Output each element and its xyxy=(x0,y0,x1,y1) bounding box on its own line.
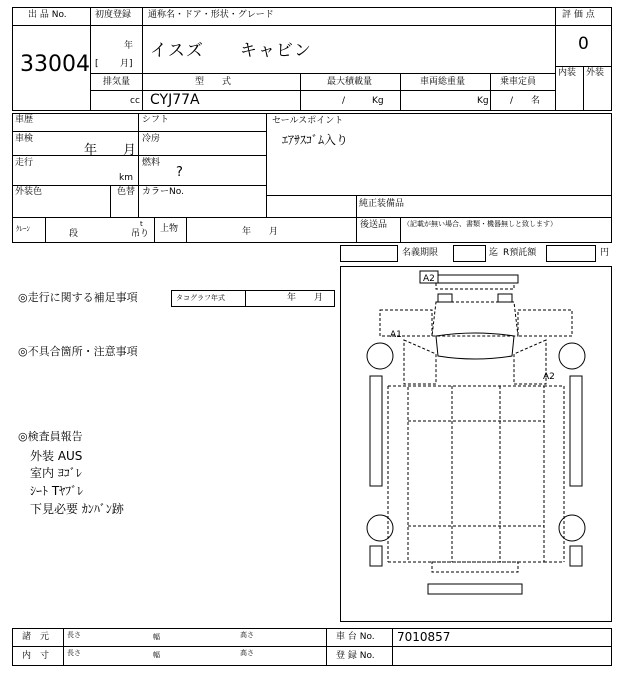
dim-width-label: 幅 xyxy=(153,651,160,659)
shift-label: シフト xyxy=(142,115,170,125)
later-send-label: 後送品 xyxy=(360,220,388,230)
gross-weight-unit: Kg xyxy=(477,96,489,106)
driving-notes-label: ◎走行に関する補足事項 xyxy=(18,291,138,304)
name-limit-mid: 迄 xyxy=(489,248,499,258)
lot-no: 33004 xyxy=(20,52,90,77)
dim-length-label: 長さ xyxy=(67,649,81,657)
max-load-unit: / Kg xyxy=(342,96,384,106)
dim-height-label: 高さ xyxy=(240,649,254,657)
name-limit-box-1 xyxy=(340,245,398,262)
installed-unit: 年 月 xyxy=(242,227,279,237)
r-fee-label: R預託額 xyxy=(503,248,537,258)
tachograph-unit: 年 月 xyxy=(287,293,324,303)
displacement-label: 排気量 xyxy=(103,77,131,87)
spec-height-label: 高さ xyxy=(240,631,254,639)
chassis-label: 車 台 No. xyxy=(336,632,375,642)
max-load-label: 最大積載量 xyxy=(327,77,373,87)
crane-label: ｸﾚｰﾝ xyxy=(16,225,30,233)
spec-label: 諸 元 xyxy=(22,632,50,642)
inspector-line-3: ｼｰﾄ Tﾔﾌﾞﾚ xyxy=(30,484,84,498)
chassis-no: 7010857 xyxy=(397,630,451,644)
exterior-label: 外装 xyxy=(586,68,605,78)
inspector-line-4: 下見必要 ｶﾝﾊﾞﾝ跡 xyxy=(30,502,124,516)
ac-label: 冷房 xyxy=(142,134,161,144)
r-fee-box xyxy=(546,245,596,262)
score-label: 評 価 点 xyxy=(562,10,595,20)
footer-grid xyxy=(12,628,612,666)
vehicle-damage-diagram xyxy=(340,266,612,622)
genuine-equip-label: 純正装備品 xyxy=(359,199,405,209)
inspector-line-2: 室内 ﾖｺﾞﾚ xyxy=(30,466,82,480)
gross-weight-label: 車両総重量 xyxy=(420,77,466,87)
month-bracket: [ xyxy=(95,59,99,69)
tachograph-label: タコグラフ年式 xyxy=(176,294,225,302)
installed-label: 上物 xyxy=(160,224,179,234)
name-limit-box-2 xyxy=(453,245,486,262)
damage-mark-front: A2 xyxy=(423,274,435,284)
history-label: 車歴 xyxy=(15,115,34,125)
dim-label: 内 寸 xyxy=(22,651,50,661)
inspector-label: ◎検査員報告 xyxy=(18,430,83,443)
first-reg-label: 初度登録 xyxy=(95,10,132,20)
car-name: イスズ キャビン xyxy=(150,41,312,61)
color-code-label: カラーNo. xyxy=(142,187,184,197)
inspection-label: 車検 xyxy=(15,134,34,144)
spec-length-label: 長さ xyxy=(67,631,81,639)
yen-unit: 円 xyxy=(600,248,610,258)
name-limit-label: 名義期限 xyxy=(402,248,439,258)
year-unit: 年 xyxy=(124,41,134,51)
hang-unit: 吊り xyxy=(131,229,150,239)
mileage-label: 走行 xyxy=(15,158,34,168)
ton-unit: t xyxy=(140,220,143,228)
damage-mark-right: A2 xyxy=(543,372,555,382)
inspector-line-1: 外装 AUS xyxy=(30,449,83,463)
sales-point-label: セールスポイント xyxy=(272,116,344,126)
defects-label: ◎不具合箇所・注意事項 xyxy=(18,345,138,358)
name-label: 通称名・ドア・形状・グレード xyxy=(148,10,274,20)
spec-width-label: 幅 xyxy=(153,633,160,641)
stage-unit: 段 xyxy=(69,229,79,239)
model-label: 型 式 xyxy=(195,77,232,87)
later-send-note: （記載が無い場合、書類・機器無しと致します） xyxy=(403,220,557,228)
score-value: 0 xyxy=(578,34,589,54)
exterior-color-label: 外装色 xyxy=(15,187,43,197)
inspection-unit: 年 月 xyxy=(84,143,137,158)
sales-point-text: ｴｱｻｽｺﾞﾑ入り xyxy=(282,133,349,147)
month-unit: 月] xyxy=(120,59,133,69)
fuel-label: 燃料 xyxy=(142,158,161,168)
reg-label: 登 録 No. xyxy=(336,651,375,661)
damage-mark-left: A1 xyxy=(390,330,402,340)
cc-unit: cc xyxy=(130,96,140,106)
model-code: CYJ77A xyxy=(150,92,200,108)
color-no-label: 色替 xyxy=(117,187,136,197)
km-unit: km xyxy=(119,173,133,183)
interior-label: 内装 xyxy=(558,68,577,78)
capacity-label: 乗車定員 xyxy=(500,77,537,87)
lot-no-label: 出 品 No. xyxy=(28,10,67,20)
capacity-unit: / 名 xyxy=(510,96,541,106)
fuel-value: ? xyxy=(176,165,183,180)
